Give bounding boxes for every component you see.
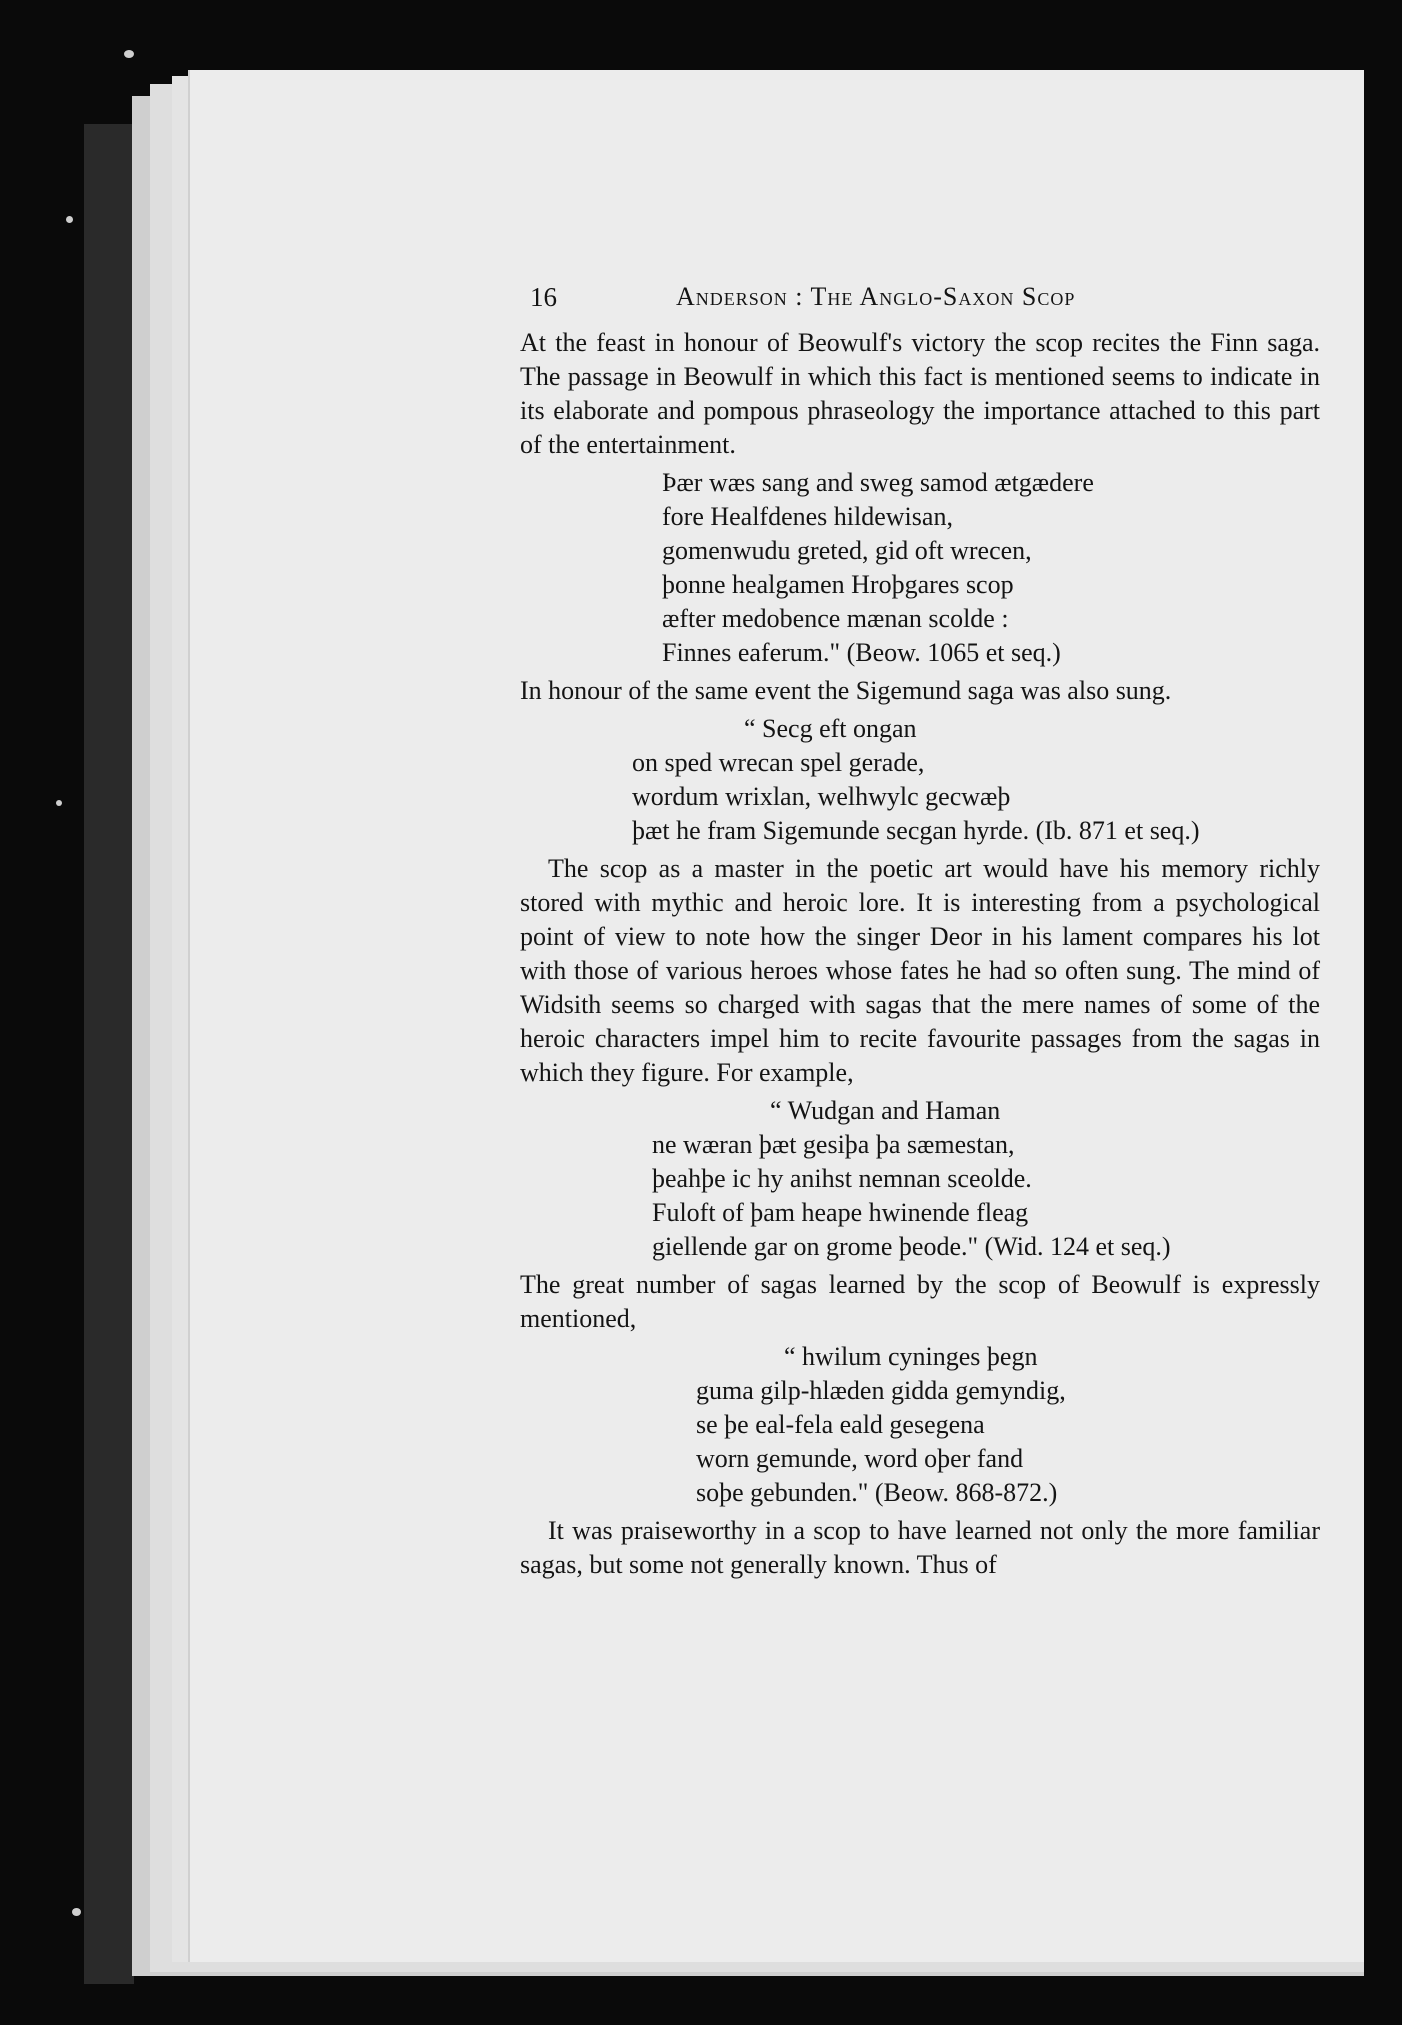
scan-speck — [72, 1908, 81, 1916]
verse-line: Fuloft of þam heape hwinende fleag — [652, 1198, 1029, 1227]
verse-line: þæt he fram Sigemunde secgan hyrde. (Ib. 871 et seq.) — [632, 816, 1200, 845]
verse-line: fore Healfdenes hildewisan, — [662, 502, 953, 531]
verse-line: guma gilp-hlæden gidda gemyndig, — [696, 1376, 1066, 1405]
verse-line: “ Secg eft ongan — [744, 714, 917, 743]
verse-line: on sped wrecan spel gerade, — [632, 748, 925, 777]
scan-speck — [56, 800, 62, 806]
verse-line: se þe eal-fela eald gesegena — [696, 1410, 985, 1439]
verse-line: worn gemunde, word oþer fand — [696, 1444, 1024, 1473]
paragraph: The great number of sagas learned by the scop of Beowulf is expressly mentioned, — [520, 1270, 1320, 1333]
verse-line: giellende gar on grome þeode." (Wid. 124 et seq.) — [652, 1232, 1171, 1261]
paragraph: The scop as a master in the poetic art would have his memory richly stored with mythic and heroic lore. It is interesting from a psychological point of view to note how the singer Deor in his lament compares his lot with those of various heroes whose fates he had so often sung. The mind of Widsith seems so charged with sagas that the mere names of some of the heroic characters impel him to recite favourite passages from the sagas in which they figure. For example, — [520, 854, 1320, 1087]
verse-quote — [520, 1340, 1320, 1510]
scan-speck — [124, 50, 134, 58]
verse-line: Þær wæs sang and sweg samod ætgædere — [662, 468, 1094, 497]
book-gutter-shadow — [84, 124, 134, 1984]
page-content — [520, 280, 1320, 1582]
verse-line: wordum wrixlan, welhwylc gecwæþ — [632, 782, 1011, 811]
running-head — [520, 280, 1320, 320]
paragraph: In honour of the same event the Sigemund saga was also sung. — [520, 676, 1172, 705]
verse-quote — [520, 712, 1320, 848]
verse-quote — [520, 466, 1320, 670]
verse-line: þeahþe ic hy anihst nemnan sceolde. — [652, 1164, 1032, 1193]
paragraph: At the feast in honour of Beowulf's victory the scop recites the Finn saga. The passage in Beowulf in which this fact is mentioned seems to indicate in its elaborate and pompous phraseology the importance attached to this part of the entertainment. — [520, 328, 1320, 459]
verse-line: æfter medobence mænan scolde : — [662, 604, 1009, 633]
verse-quote — [520, 1094, 1320, 1264]
verse-line: ne wæran þæt gesiþa þa sæmestan, — [652, 1130, 1015, 1159]
page-number: 16 — [530, 282, 557, 312]
verse-line: gomenwudu greted, gid oft wrecen, — [662, 536, 1032, 565]
verse-line: þonne healgamen Hroþgares scop — [662, 570, 1014, 599]
paragraph: It was praiseworthy in a scop to have learned not only the more familiar sagas, but some not generally known. Thus of — [520, 1516, 1320, 1579]
scan-speck — [66, 216, 73, 223]
verse-line: “ hwilum cyninges þegn — [784, 1342, 1038, 1371]
verse-line: “ Wudgan and Haman — [770, 1096, 1001, 1125]
running-title: Anderson : The Anglo-Saxon Scop — [676, 282, 1076, 311]
verse-line: Finnes eaferum." (Beow. 1065 et seq.) — [662, 638, 1061, 667]
verse-line: soþe gebunden." (Beow. 868-872.) — [696, 1478, 1058, 1507]
